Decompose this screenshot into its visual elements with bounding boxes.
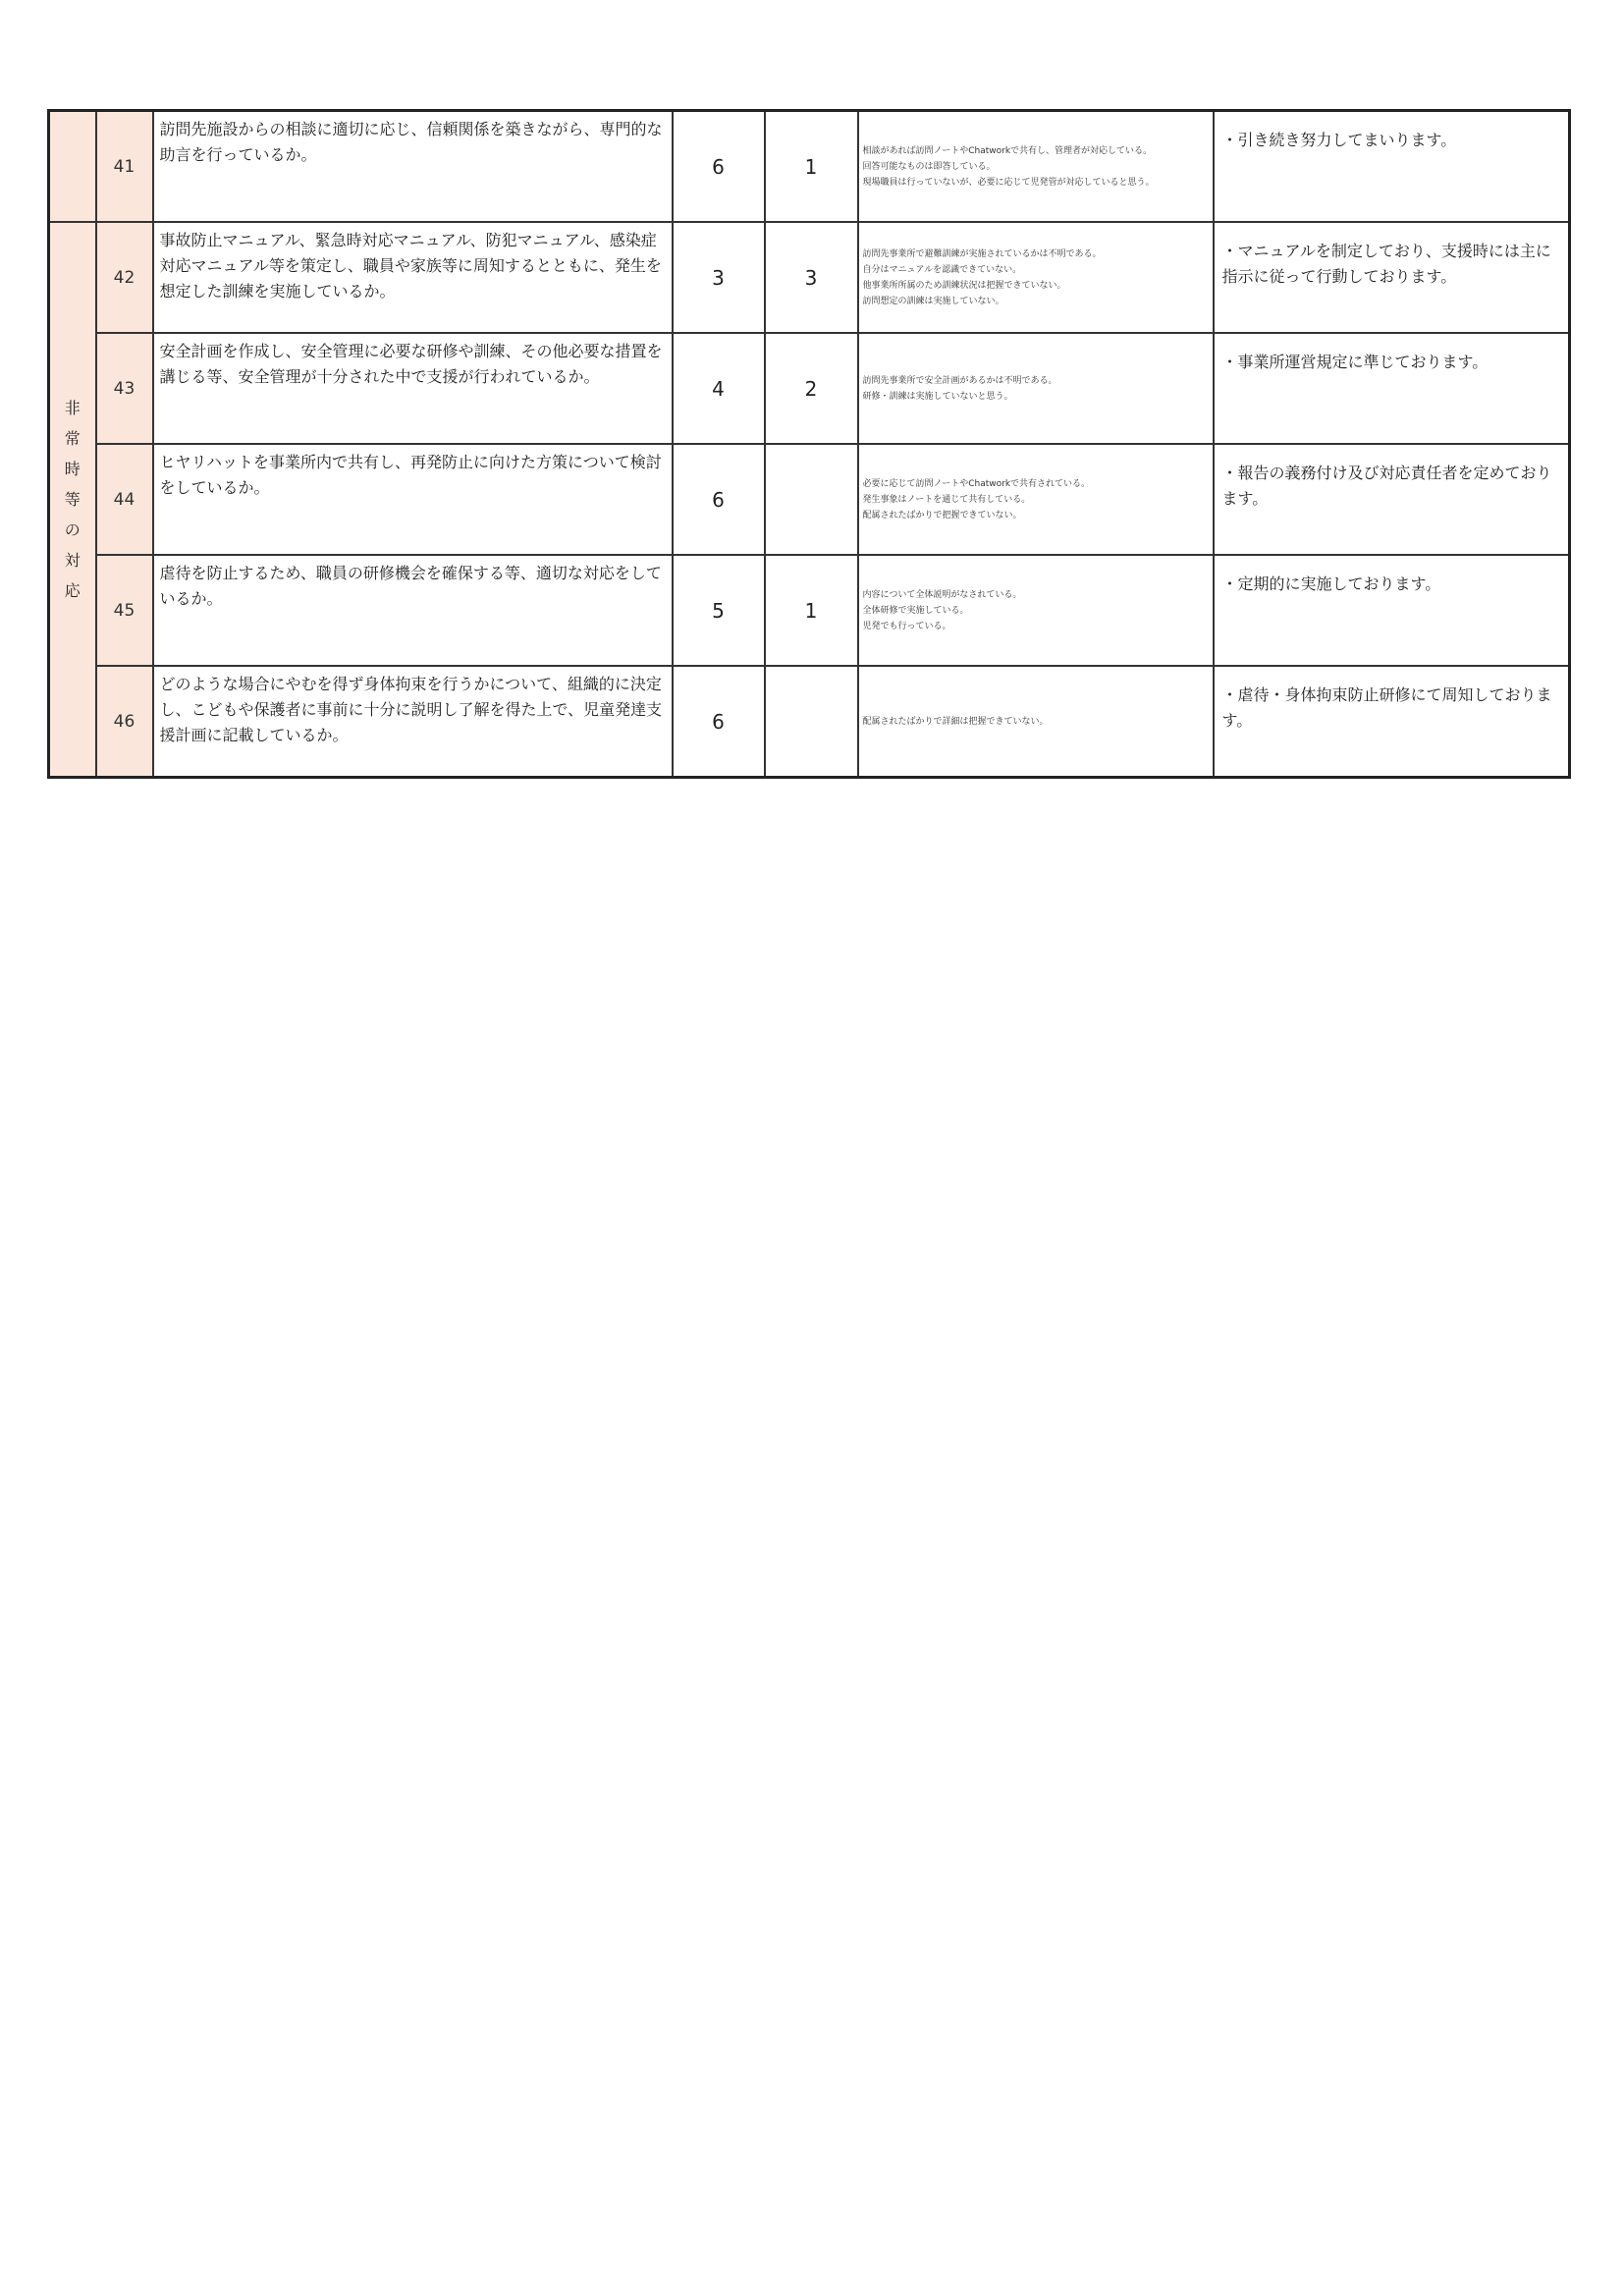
note-line: 内容について全体説明がなされている。 (862, 589, 1022, 600)
yes-count: 6 (673, 666, 765, 778)
table-row (49, 555, 1570, 666)
business-response: ・マニュアルを制定しており、支援時には主に指示に従って行動しております。 (1214, 222, 1570, 333)
table-row (49, 333, 1570, 444)
table-row (49, 444, 1570, 555)
question-text: 訪問先施設からの相談に適切に応じ、信頼関係を築きながら、専門的な助言を行っているか。 (153, 111, 673, 223)
category-cell-top (49, 111, 96, 223)
business-response: ・引き続き努力してまいります。 (1214, 111, 1570, 223)
note-line: 訪問先事業所で安全計画があるかは不明である。 (862, 375, 1057, 386)
business-response: ・事業所運営規定に準じております。 (1214, 333, 1570, 444)
question-text: どのような場合にやむを得ず身体拘束を行うかについて、組織的に決定し、こどもや保護者に事前に十分に説明し了解を得た上で、児童発達支援計画に記載しているか。 (153, 666, 673, 778)
no-count (765, 444, 858, 555)
staff-notes (858, 222, 1214, 333)
yes-count: 5 (673, 555, 765, 666)
yes-count: 6 (673, 444, 765, 555)
no-count: 3 (765, 222, 858, 333)
business-response: ・報告の義務付け及び対応責任者を定めております。 (1214, 444, 1570, 555)
no-count: 2 (765, 333, 858, 444)
row-number: 44 (96, 444, 153, 555)
note-line: 発生事象はノートを通じて共有している。 (862, 494, 1031, 505)
question-text: 虐待を防止するため、職員の研修機会を確保する等、適切な対応をしているか。 (153, 555, 673, 666)
note-line: 現場職員は行っていないが、必要に応じて児発管が対応していると思う。 (862, 177, 1155, 188)
table-row (49, 111, 1570, 223)
evaluation-table (47, 109, 1571, 779)
row-number: 45 (96, 555, 153, 666)
yes-count: 3 (673, 222, 765, 333)
note-line: 他事業所所属のため訓練状況は把握できていない。 (862, 280, 1066, 291)
no-count (765, 666, 858, 778)
note-line: 自分はマニュアルを認識できていない。 (862, 264, 1022, 275)
category-label: 非常時等の対応 (64, 399, 81, 600)
note-line: 配属されたばかりで把握できていない。 (862, 510, 1022, 520)
note-line: 配属されたばかりで詳細は把握できていない。 (862, 716, 1049, 727)
staff-notes (858, 444, 1214, 555)
note-line: 回答可能なものは即答している。 (862, 161, 996, 172)
no-count: 1 (765, 111, 858, 223)
yes-count: 4 (673, 333, 765, 444)
note-line: 訪問先事業所で避難訓練が実施されているかは不明である。 (862, 248, 1102, 259)
note-line: 研修・訓練は実施していないと思う。 (862, 391, 1013, 402)
staff-notes (858, 333, 1214, 444)
note-line: 児発でも行っている。 (862, 621, 951, 631)
note-line: 全体研修で実施している。 (862, 605, 969, 616)
question-text: ヒヤリハットを事業所内で共有し、再発防止に向けた方策について検討をしているか。 (153, 444, 673, 555)
category-cell (49, 222, 96, 778)
staff-notes (858, 666, 1214, 778)
staff-notes (858, 555, 1214, 666)
row-number: 42 (96, 222, 153, 333)
business-response: ・定期的に実施しております。 (1214, 555, 1570, 666)
row-number: 43 (96, 333, 153, 444)
table-row (49, 222, 1570, 333)
yes-count: 6 (673, 111, 765, 223)
table-row (49, 666, 1570, 778)
question-text: 事故防止マニュアル、緊急時対応マニュアル、防犯マニュアル、感染症対応マニュアル等を策定し、職員や家族等に周知するとともに、発生を想定した訓練を実施しているか。 (153, 222, 673, 333)
business-response: ・虐待・身体拘束防止研修にて周知しております。 (1214, 666, 1570, 778)
row-number: 41 (96, 111, 153, 223)
staff-notes (858, 111, 1214, 223)
note-line: 必要に応じて訪問ノートやChatworkで共有されている。 (862, 478, 1091, 489)
question-text: 安全計画を作成し、安全管理に必要な研修や訓練、その他必要な措置を講じる等、安全管理が十分された中で支援が行われているか。 (153, 333, 673, 444)
no-count: 1 (765, 555, 858, 666)
row-number: 46 (96, 666, 153, 778)
note-line: 相談があれば訪問ノートやChatworkで共有し、管理者が対応している。 (862, 145, 1153, 156)
note-line: 訪問想定の訓練は実施していない。 (862, 296, 1004, 306)
